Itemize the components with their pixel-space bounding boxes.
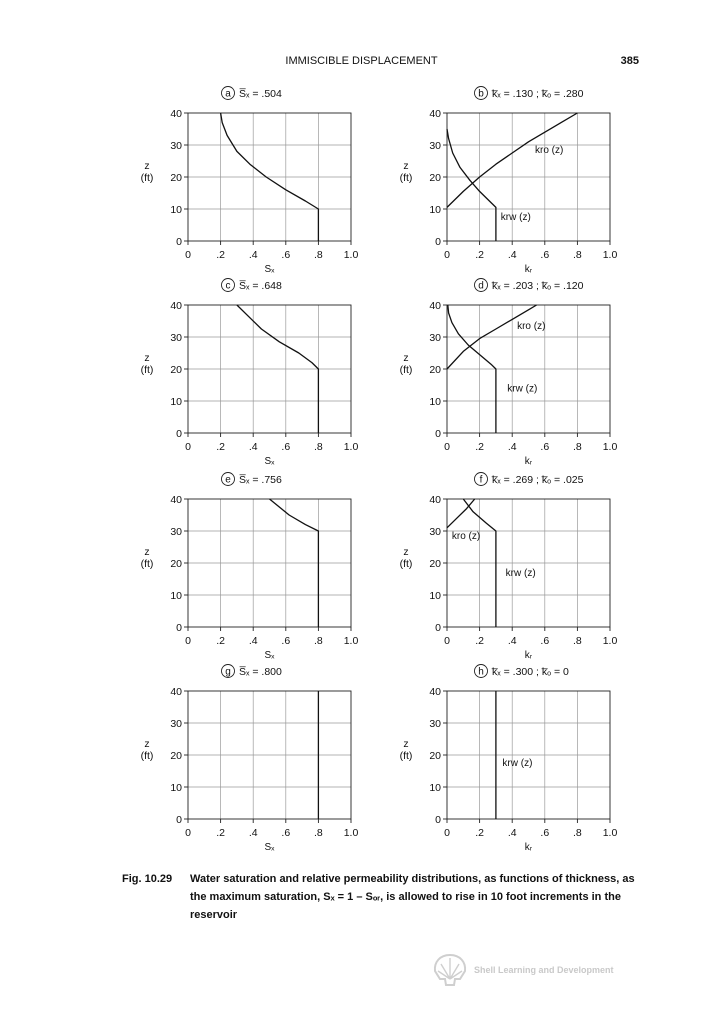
x-tick-label: .2 (216, 827, 225, 839)
x-tick-label: .2 (475, 827, 484, 839)
y-tick-label: 40 (429, 686, 441, 698)
panel-title: k̅ₓ = .269 ; k̅ₒ = .025 (492, 474, 584, 486)
y-axis-label: z (144, 160, 150, 172)
x-axis-label: kᵣ (524, 456, 533, 467)
y-tick-label: 10 (170, 204, 182, 216)
x-tick-label: 1.0 (343, 249, 359, 261)
panel-badge-letter: e (225, 474, 231, 486)
panel-badge-letter: h (478, 666, 484, 678)
y-tick-label: 40 (170, 108, 182, 120)
series-line-f-0 (447, 499, 475, 528)
x-tick-label: 0 (444, 827, 450, 839)
x-tick-label: .4 (507, 827, 517, 839)
chart-panel-f (400, 473, 618, 662)
x-tick-label: .6 (540, 249, 550, 261)
y-axis-unit: (ft) (399, 172, 413, 184)
x-axis-label: kᵣ (524, 264, 533, 275)
x-tick-label: .8 (314, 635, 323, 647)
panel-title: k̅ₓ = .203 ; k̅ₒ = .120 (492, 280, 584, 292)
y-tick-label: 40 (429, 108, 441, 120)
y-axis-unit: (ft) (140, 750, 154, 762)
y-axis-unit: (ft) (140, 558, 154, 570)
y-tick-label: 40 (170, 686, 182, 698)
x-axis-label: Sₓ (264, 650, 275, 661)
y-tick-label: 40 (429, 300, 441, 312)
y-tick-label: 20 (170, 750, 182, 762)
x-tick-label: .4 (248, 441, 258, 453)
y-axis-unit: (ft) (399, 558, 413, 570)
y-tick-label: 0 (435, 814, 441, 826)
y-axis-label: z (144, 546, 150, 558)
y-axis-label: z (403, 738, 409, 750)
panel-title: k̅ₓ = .300 ; k̅ₒ = 0 (492, 666, 569, 678)
x-tick-label: .2 (216, 635, 225, 647)
chart-panel-a (141, 87, 359, 276)
y-tick-label: 10 (170, 396, 182, 408)
x-tick-label: 1.0 (343, 827, 359, 839)
x-axis-label: Sₓ (264, 264, 275, 275)
x-tick-label: .6 (281, 635, 291, 647)
curve-label: kro (z) (535, 145, 564, 156)
y-tick-label: 20 (170, 172, 182, 184)
x-axis-label: kᵣ (524, 842, 533, 853)
panel-badge-letter: c (225, 280, 231, 292)
y-tick-label: 0 (435, 622, 441, 634)
x-tick-label: 1.0 (343, 441, 359, 453)
chart-panel-b (400, 87, 618, 276)
chart-panel-d (400, 279, 618, 468)
x-tick-label: 0 (444, 635, 450, 647)
y-tick-label: 10 (429, 782, 441, 794)
y-tick-label: 10 (170, 782, 182, 794)
x-tick-label: 0 (444, 249, 450, 261)
y-tick-label: 10 (429, 204, 441, 216)
panel-badge-letter: g (225, 666, 231, 678)
y-tick-label: 20 (170, 364, 182, 376)
curve-label: kro (z) (517, 321, 546, 332)
y-tick-label: 0 (176, 236, 182, 248)
x-tick-label: .2 (216, 441, 225, 453)
x-tick-label: .8 (314, 249, 323, 261)
panel-badge-letter: b (478, 88, 484, 100)
x-tick-label: .4 (507, 635, 517, 647)
x-tick-label: .4 (507, 249, 517, 261)
y-tick-label: 30 (429, 526, 441, 538)
panel-title: S̅ₓ = .648 (239, 280, 282, 292)
x-tick-label: .2 (475, 635, 484, 647)
x-tick-label: .8 (314, 827, 323, 839)
x-axis-label: Sₓ (264, 456, 275, 467)
y-tick-label: 0 (176, 622, 182, 634)
x-tick-label: 1.0 (343, 635, 359, 647)
x-tick-label: .8 (314, 441, 323, 453)
x-tick-label: .6 (281, 249, 291, 261)
curve-label: krw (z) (507, 383, 538, 395)
x-tick-label: .8 (573, 635, 582, 647)
y-axis-unit: (ft) (140, 172, 154, 184)
y-axis-label: z (403, 352, 409, 364)
y-tick-label: 10 (429, 590, 441, 602)
y-tick-label: 30 (429, 718, 441, 730)
x-axis-label: kᵣ (524, 650, 533, 661)
x-tick-label: .6 (540, 441, 550, 453)
panel-title: S̅ₓ = .756 (239, 474, 282, 486)
figure-caption-label: Fig. 10.29 (122, 873, 173, 885)
curve-label: krw (z) (500, 212, 531, 224)
y-tick-label: 20 (429, 750, 441, 762)
x-tick-label: 0 (185, 441, 191, 453)
x-tick-label: .4 (248, 827, 258, 839)
x-tick-label: .6 (281, 441, 291, 453)
page-header-title: IMMISCIBLE DISPLACEMENT (285, 55, 438, 67)
x-tick-label: 0 (185, 827, 191, 839)
x-tick-label: 0 (444, 441, 450, 453)
y-tick-label: 10 (429, 396, 441, 408)
y-tick-label: 40 (170, 300, 182, 312)
y-axis-label: z (144, 738, 150, 750)
x-tick-label: .2 (475, 441, 484, 453)
panel-title: S̅ₓ = .504 (239, 88, 282, 100)
y-tick-label: 40 (170, 494, 182, 506)
y-tick-label: 20 (429, 172, 441, 184)
figure-caption-text: Water saturation and relative permeability distributions, as functions of thickness, as the maximum saturation, Sₓ = 1 – Sₒᵣ, is allowed to rise in 10 foot increments in the reservoir (190, 873, 635, 921)
x-tick-label: 1.0 (602, 441, 618, 453)
x-tick-label: .8 (573, 441, 582, 453)
x-tick-label: .4 (248, 635, 258, 647)
y-tick-label: 20 (170, 558, 182, 570)
x-tick-label: 0 (185, 635, 191, 647)
curve-label: kro (z) (451, 531, 481, 542)
y-tick-label: 30 (170, 332, 182, 344)
y-tick-label: 0 (435, 428, 441, 440)
chart-panel-c (141, 279, 359, 468)
chart-panel-e (141, 473, 359, 662)
x-tick-label: .2 (475, 249, 484, 261)
shell-logo-icon (432, 952, 468, 988)
y-axis-label: z (403, 546, 409, 558)
x-tick-label: .4 (248, 249, 258, 261)
x-tick-label: .8 (573, 249, 582, 261)
y-tick-label: 20 (429, 558, 441, 570)
page-number: 385 (620, 55, 639, 67)
y-tick-label: 40 (429, 494, 441, 506)
x-tick-label: 1.0 (602, 635, 618, 647)
y-tick-label: 30 (429, 140, 441, 152)
x-tick-label: .2 (216, 249, 225, 261)
y-tick-label: 0 (435, 236, 441, 248)
x-tick-label: 1.0 (602, 249, 618, 261)
x-tick-label: .8 (573, 827, 582, 839)
y-tick-label: 10 (170, 590, 182, 602)
y-tick-label: 0 (176, 428, 182, 440)
x-tick-label: .6 (540, 635, 550, 647)
curve-label: krw (z) (505, 567, 536, 579)
y-axis-unit: (ft) (399, 750, 413, 762)
y-tick-label: 30 (170, 526, 182, 538)
y-axis-unit: (ft) (140, 364, 154, 376)
y-tick-label: 30 (429, 332, 441, 344)
y-axis-label: z (144, 352, 150, 364)
panel-badge-letter: f (479, 474, 483, 486)
x-tick-label: .6 (281, 827, 291, 839)
footer-brand: Shell Learning and Development (474, 965, 614, 975)
x-axis-label: Sₓ (264, 842, 275, 853)
panel-badge-letter: d (478, 280, 484, 292)
y-axis-unit: (ft) (399, 364, 413, 376)
y-tick-label: 30 (170, 140, 182, 152)
panel-title: k̅ₓ = .130 ; k̅ₒ = .280 (492, 88, 584, 100)
x-tick-label: .4 (507, 441, 517, 453)
x-tick-label: 1.0 (602, 827, 618, 839)
x-tick-label: 0 (185, 249, 191, 261)
y-tick-label: 0 (176, 814, 182, 826)
curve-label: krw (z) (502, 758, 533, 770)
y-axis-label: z (403, 160, 409, 172)
panel-badge-letter: a (225, 88, 231, 100)
y-tick-label: 20 (429, 364, 441, 376)
y-tick-label: 30 (170, 718, 182, 730)
x-tick-label: .6 (540, 827, 550, 839)
panel-title: S̅ₓ = .800 (239, 666, 282, 678)
chart-panel-g (141, 665, 359, 854)
